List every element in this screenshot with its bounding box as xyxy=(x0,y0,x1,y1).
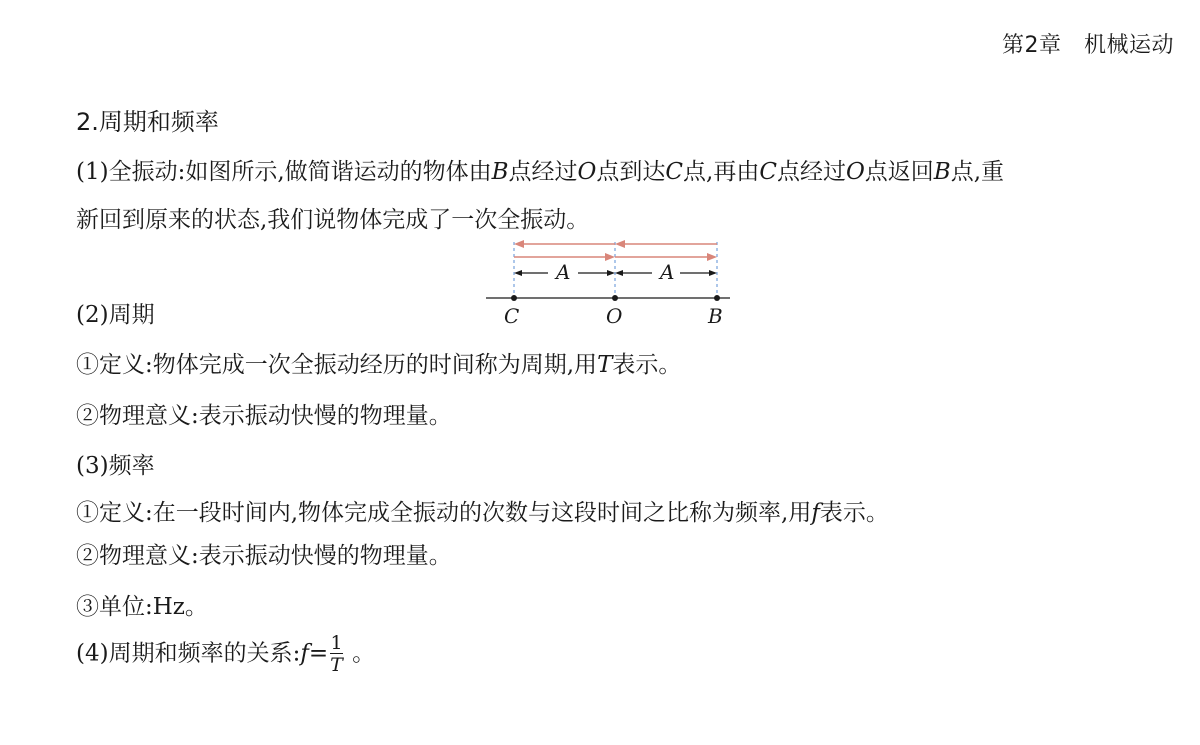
frequency-definition xyxy=(76,494,889,527)
text-segment: 点返回 xyxy=(864,159,934,185)
arrow-head xyxy=(605,253,615,261)
frequency-heading: (3)频率 xyxy=(76,453,155,479)
symbol-f: f xyxy=(811,500,820,526)
arrow-head xyxy=(607,270,615,276)
point-o-dot xyxy=(612,295,618,301)
period-definition xyxy=(76,346,681,379)
symbol-o: O xyxy=(845,159,865,185)
symbol-b: B xyxy=(933,159,951,185)
period-heading: (2)周期 xyxy=(76,302,155,328)
symbol-f: f xyxy=(300,640,309,667)
text-segment: 点经过 xyxy=(508,159,578,185)
chapter-header: 第2章 机械运动 xyxy=(1002,33,1174,58)
text-segment: 点到达 xyxy=(596,159,666,185)
fraction-numerator: 1 xyxy=(330,632,343,654)
text-segment: 点经过 xyxy=(776,159,846,185)
arrow-head xyxy=(615,240,625,248)
text-segment: 表示。 xyxy=(819,500,889,526)
point-c-dot xyxy=(511,295,517,301)
relation-formula xyxy=(76,634,375,675)
text-segment: ①定义:在一段时间内,物体完成全振动的次数与这段时间之比称为频率,用 xyxy=(76,500,812,526)
amplitude-label-1: A xyxy=(556,260,571,284)
point-b-dot xyxy=(714,295,720,301)
point-c-label: C xyxy=(504,304,520,328)
vibration-diagram xyxy=(480,236,740,328)
full-vibration-paragraph-line1 xyxy=(76,153,1004,186)
fraction-denominator: T xyxy=(330,654,343,676)
symbol-b: B xyxy=(491,159,509,185)
arrow-head xyxy=(514,270,522,276)
text-segment: 点,重 xyxy=(950,159,1005,185)
symbol-c: C xyxy=(759,159,777,185)
point-b-label: B xyxy=(708,304,723,328)
arrow-head xyxy=(514,240,524,248)
symbol-c: C xyxy=(665,159,684,185)
frequency-unit: ③单位:Hz。 xyxy=(76,594,208,620)
period-meaning: ②物理意义:表示振动快慢的物理量。 xyxy=(76,403,452,429)
arrow-head xyxy=(709,270,717,276)
equals-sign: = xyxy=(308,640,329,667)
text-segment: 。 xyxy=(344,640,376,667)
amplitude-label-2: A xyxy=(660,260,675,284)
text-segment: 表示。 xyxy=(612,352,682,378)
fraction xyxy=(330,634,343,675)
arrow-head xyxy=(615,270,623,276)
text-segment: (4)周期和频率的关系: xyxy=(76,640,301,667)
text-segment: 点,再由 xyxy=(683,159,760,185)
frequency-meaning: ②物理意义:表示振动快慢的物理量。 xyxy=(76,543,452,569)
text-segment: (1)全振动:如图所示,做简谐运动的物体由 xyxy=(76,159,492,185)
symbol-o: O xyxy=(577,159,597,185)
full-vibration-paragraph-line2: 新回到原来的状态,我们说物体完成了一次全振动。 xyxy=(76,207,590,233)
point-o-label: O xyxy=(606,304,623,328)
symbol-t: T xyxy=(597,352,613,378)
text-segment: ①定义:物体完成一次全振动经历的时间称为周期,用 xyxy=(76,352,598,378)
arrow-head xyxy=(707,253,717,261)
section-title: 2.周期和频率 xyxy=(76,108,219,136)
